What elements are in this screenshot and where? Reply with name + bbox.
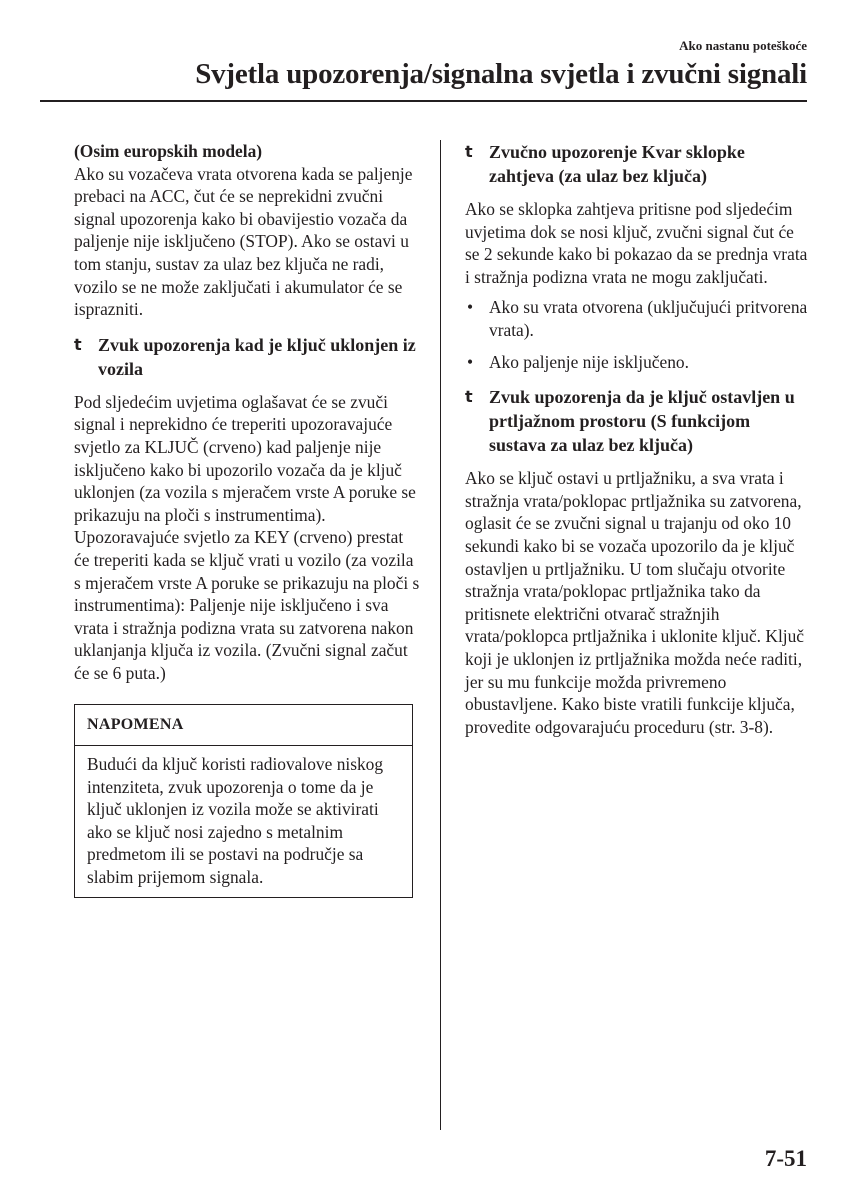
section-label: Ako nastanu poteškoće xyxy=(679,38,807,53)
note-body: Budući da ključ koristi radiovalove niskog intenziteta, zvuk upozorenja o tome da je ključ uklonjen iz vozila može se aktivirati ako se ključ nosi zajedno s metalnim predmetom ili se postavi na područje sa slabim prijemom signala. xyxy=(87,754,384,888)
right-column xyxy=(465,140,810,738)
intro-text: Ako su vozačeva vrata otvorena kada se paljenje prebaci na ACC, čut će se neprekidni zvučni signal upozorenja kako bi obavijestio vozača da paljenje nije isključeno (STOP). Ako se ostavi u tom stanju, sustav za ulaz bez ključa ne radi, vozilo se ne može zaključati i akumulator će se isprazniti. xyxy=(74,163,413,320)
list-item-text: Ako su vrata otvorena (uključujući pritvorena vrata). xyxy=(489,297,808,340)
left-column xyxy=(74,140,420,898)
bullet-icon: • xyxy=(467,297,474,318)
section-heading-key-in-trunk xyxy=(465,385,810,457)
list-item-text: Ako paljenje nije isključeno. xyxy=(489,351,689,372)
section-marker-icon: t xyxy=(465,387,473,407)
body-text-key-removed: Pod sljedećim uvjetima oglašavat će se zvuči signal i neprekidno će treperiti upozoravajuće svjetlo za KLJUČ (crveno) kad paljenje nije isključeno kako bi upozorilo vozača da je ključ uklonjen (za vozila s mjeračem vrste A poruke se prikazuju na ploči s instrumentima). Upozoravajuće svjetlo za KEY (crveno) prestat će treperiti kada se ključ vrati u vozilo (za vozila s mjeračem vrste A poruke se prikazuju na ploči s instrumentima): Paljenje nije isključeno i sva vrata i stražnja podizna vrata su zatvorena nakon uklanjanja ključa iz vozila. (Zvučni signal začut će se 6 puta.) xyxy=(74,391,420,683)
body-text-request-switch: Ako se sklopka zahtjeva pritisne pod sljedećim uvjetima dok se nosi ključ, zvučni signal čut će se 2 sekunde kako bi pokazao da se prednja vrata i stražnja podizna vrata ne mogu zaključati. xyxy=(465,199,808,287)
condition-list xyxy=(465,296,810,373)
intro-label: (Osim europskih modela) xyxy=(74,141,263,161)
section-marker-icon: t xyxy=(74,334,82,354)
heading-text: Zvuk upozorenja da je ključ ostavljen u prtljažnom prostoru (S funkcijom sustava za ulaz bez ključa) xyxy=(489,387,795,456)
list-item xyxy=(465,351,810,374)
note-title: NAPOMENA xyxy=(75,705,412,746)
section-heading-request-switch xyxy=(465,140,810,188)
column-divider xyxy=(440,140,441,1130)
list-item xyxy=(465,296,810,341)
section-marker-icon: t xyxy=(465,142,473,161)
header-rule xyxy=(40,100,807,102)
bullet-icon: • xyxy=(467,351,474,372)
section-heading-key-removed xyxy=(74,333,420,381)
heading-text: Zvuk upozorenja kad je ključ uklonjen iz vozila xyxy=(98,334,416,379)
note-box xyxy=(74,704,413,897)
page-number: 7-51 xyxy=(764,1146,807,1171)
body-text-key-in-trunk: Ako se ključ ostavi u prtljažniku, a sva vrata i stražnja vrata/poklopac prtljažnika su zatvorena, oglasit će se zvučni signal u trajanju od oko 10 sekundi kako bi se vozača upozorilo da je ključ ostavljen u prtljažniku. U tom slučaju otvorite stražnja vrata/poklopac prtljažnika tako da pritisnete električni otvarač stražnjih vrata/poklopca prtljažnika i uklonite ključ. Ključ koji je uklonjen iz prtljažnika možda neće raditi, jer su mu funkcije možda privremeno obustavljene. Kako biste vratili funkcije ključa, provedite odgovarajuću proceduru (str. 3-8). xyxy=(465,468,805,737)
page-title: Svjetla upozorenja/signalna svjetla i zvučni signali xyxy=(195,58,807,90)
heading-text: Zvučno upozorenje Kvar sklopke zahtjeva (za ulaz bez ključa) xyxy=(489,142,745,186)
